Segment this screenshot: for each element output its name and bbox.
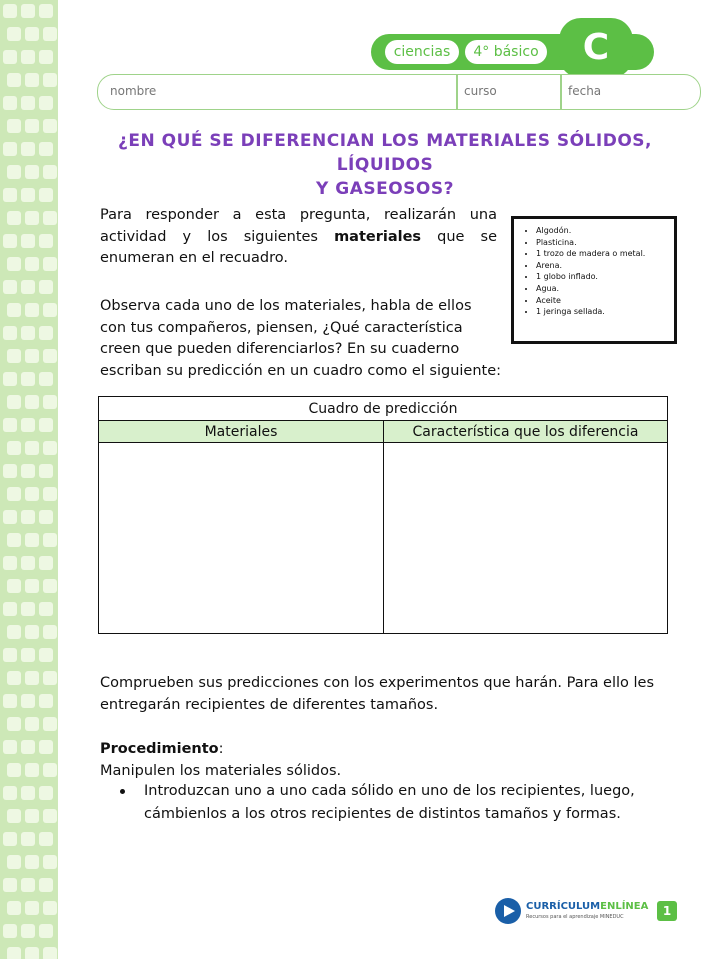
observe-line: creen que pueden diferenciarlos? En su cuaderno (100, 341, 460, 357)
strip-square (7, 901, 21, 915)
strip-square (25, 947, 39, 959)
strip-square (25, 119, 39, 133)
strip-square (43, 671, 57, 685)
intro-paragraph (100, 205, 497, 270)
play-logo-icon (494, 897, 522, 925)
strip-square (21, 510, 35, 524)
strip-square (43, 27, 57, 41)
strip-square (25, 395, 39, 409)
strip-square (25, 855, 39, 869)
strip-square (25, 579, 39, 593)
material-item: • 1 trozo de madera o metal. (536, 248, 674, 260)
strip-square (25, 303, 39, 317)
strip-square (3, 740, 17, 754)
intro-bold: materiales (334, 228, 422, 245)
materials-box (511, 216, 677, 344)
worksheet-title (90, 129, 680, 201)
grade-pill: 4° básico (465, 40, 547, 64)
strip-square (3, 234, 17, 248)
strip-square (7, 395, 21, 409)
check-line: entregarán recipientes de diferentes tamaños. (100, 696, 439, 713)
strip-square (7, 73, 21, 87)
strip-square (25, 349, 39, 363)
strip-square (21, 280, 35, 294)
strip-square (21, 372, 35, 386)
strip-square (43, 303, 57, 317)
logo-text-b: ENLÍNEA (600, 901, 649, 912)
student-info-bar (97, 74, 701, 110)
strip-square (43, 73, 57, 87)
strip-square (7, 717, 21, 731)
strip-square (25, 763, 39, 777)
strip-square (39, 50, 53, 64)
strip-square (25, 671, 39, 685)
material-item: • 1 jeringa sellada. (536, 306, 674, 318)
strip-square (43, 717, 57, 731)
strip-square (39, 326, 53, 340)
material-item: • Aceite (536, 295, 674, 307)
strip-square (39, 648, 53, 662)
check-paragraph (100, 673, 680, 716)
material-item: • 1 globo inflado. (536, 271, 674, 283)
strip-square (25, 257, 39, 271)
strip-square (21, 142, 35, 156)
strip-square (3, 4, 17, 18)
strip-square (7, 533, 21, 547)
logo-text-a: CURRÍCULUM (526, 901, 601, 912)
strip-square (39, 4, 53, 18)
strip-square (43, 349, 57, 363)
strip-square (21, 694, 35, 708)
strip-square (43, 165, 57, 179)
strip-square (3, 464, 17, 478)
strip-square (21, 464, 35, 478)
strip-square (3, 648, 17, 662)
strip-square (3, 924, 17, 938)
strip-square (39, 556, 53, 570)
strip-square (43, 211, 57, 225)
decorative-side-strip (0, 0, 58, 959)
strip-square (39, 188, 53, 202)
observe-line: Observa cada uno de los materiales, habla de ellos (100, 298, 472, 314)
strip-square (21, 786, 35, 800)
strip-square (21, 4, 35, 18)
strip-square (7, 809, 21, 823)
strip-square (25, 73, 39, 87)
materials-answer-cell[interactable] (99, 443, 384, 634)
strip-square (3, 280, 17, 294)
strip-square (7, 855, 21, 869)
strip-square (43, 901, 57, 915)
strip-square (21, 418, 35, 432)
strip-square (43, 487, 57, 501)
strip-square (39, 602, 53, 616)
strip-square (7, 165, 21, 179)
column-header-characteristic: Característica que los diferencia (384, 421, 668, 443)
strip-square (25, 625, 39, 639)
column-header-materials: Materiales (99, 421, 384, 443)
strip-square (3, 556, 17, 570)
strip-square (7, 947, 21, 959)
strip-square (21, 234, 35, 248)
strip-square (43, 809, 57, 823)
strip-square (21, 648, 35, 662)
strip-square (39, 694, 53, 708)
strip-square (21, 602, 35, 616)
strip-square (3, 50, 17, 64)
material-item: • Plasticina. (536, 237, 674, 249)
strip-square (43, 119, 57, 133)
material-item: • Arena. (536, 260, 674, 272)
subject-header (371, 28, 654, 74)
procedure-step: Manipulen los materiales sólidos. (100, 762, 342, 779)
strip-square (21, 924, 35, 938)
subject-letter: C (559, 18, 633, 78)
strip-square (43, 579, 57, 593)
strip-square (21, 50, 35, 64)
title-line: ¿EN QUÉ SE DIFERENCIAN LOS MATERIALES SÓLIDOS, LÍQUIDOS (118, 131, 652, 175)
strip-square (3, 878, 17, 892)
strip-square (21, 832, 35, 846)
strip-square (7, 487, 21, 501)
procedure-bullet (116, 780, 656, 826)
strip-square (3, 188, 17, 202)
divider (560, 75, 562, 109)
strip-square (7, 349, 21, 363)
strip-square (43, 257, 57, 271)
strip-square (7, 441, 21, 455)
strip-square (3, 510, 17, 524)
strip-square (3, 694, 17, 708)
strip-square (3, 142, 17, 156)
material-item: • Agua. (536, 283, 674, 295)
strip-square (39, 372, 53, 386)
procedure-colon: : (218, 741, 224, 757)
table-caption: Cuadro de predicción (99, 397, 668, 421)
strip-square (21, 878, 35, 892)
strip-square (39, 418, 53, 432)
intro-text: Para responder a esta pregunta, realizarán una actividad y los siguientes (100, 207, 497, 245)
strip-square (39, 234, 53, 248)
material-item: • Algodón. (536, 225, 674, 237)
subject-pill: ciencias (385, 40, 459, 64)
procedure-section (100, 739, 660, 782)
strip-square (39, 878, 53, 892)
strip-square (43, 441, 57, 455)
strip-square (25, 165, 39, 179)
strip-square (39, 786, 53, 800)
strip-square (7, 119, 21, 133)
divider (456, 75, 458, 109)
strip-square (43, 763, 57, 777)
strip-square (25, 27, 39, 41)
strip-square (21, 740, 35, 754)
strip-square (25, 441, 39, 455)
course-label: curso (464, 84, 497, 98)
name-label: nombre (110, 84, 157, 98)
observe-line: con tus compañeros, piensen, ¿Qué característica (100, 319, 463, 336)
strip-square (25, 717, 39, 731)
strip-square (43, 625, 57, 639)
observe-line: escriban su predicción en un cuadro como el siguiente: (100, 362, 502, 379)
strip-square (25, 809, 39, 823)
strip-square (39, 280, 53, 294)
procedure-heading: Procedimiento (100, 741, 219, 757)
title-line: Y GASEOSOS? (316, 179, 454, 199)
strip-square (21, 188, 35, 202)
materials-list (514, 225, 674, 318)
page-number: 1 (657, 901, 677, 921)
strip-square (21, 326, 35, 340)
prediction-table (98, 396, 668, 634)
intro-text: que se enumeran en el recuadro. (100, 228, 497, 266)
strip-square (7, 763, 21, 777)
strip-square (7, 27, 21, 41)
bullet-dot (120, 789, 125, 794)
strip-square (39, 924, 53, 938)
strip-square (7, 303, 21, 317)
date-label: fecha (568, 84, 602, 98)
strip-square (7, 625, 21, 639)
strip-square (7, 211, 21, 225)
strip-square (7, 579, 21, 593)
strip-square (3, 326, 17, 340)
strip-square (21, 96, 35, 110)
strip-square (39, 510, 53, 524)
strip-square (39, 832, 53, 846)
strip-square (3, 372, 17, 386)
strip-square (43, 855, 57, 869)
strip-square (39, 464, 53, 478)
strip-square (25, 533, 39, 547)
observe-paragraph (100, 296, 510, 382)
strip-square (25, 901, 39, 915)
strip-square (7, 257, 21, 271)
strip-square (43, 533, 57, 547)
strip-square (39, 740, 53, 754)
strip-square (3, 786, 17, 800)
strip-square (25, 211, 39, 225)
bullet-line: cámbienlos a los otros recipientes de distintos tamaños y formas. (144, 806, 621, 822)
bullet-line: Introduzcan uno a uno cada sólido en uno de los recipientes, luego, (144, 783, 635, 799)
logo-subtitle: Recursos para el aprendizaje MINEDUC (526, 914, 624, 920)
strip-square (43, 947, 57, 959)
strip-square (21, 556, 35, 570)
strip-square (39, 142, 53, 156)
check-line: Comprueben sus predicciones con los experimentos que harán. Para ello les (100, 675, 655, 691)
curriculum-logo (494, 897, 684, 927)
strip-square (43, 395, 57, 409)
strip-square (7, 671, 21, 685)
strip-square (3, 602, 17, 616)
strip-square (3, 96, 17, 110)
characteristic-answer-cell[interactable] (384, 443, 668, 634)
strip-square (39, 96, 53, 110)
strip-square (3, 418, 17, 432)
strip-square (3, 832, 17, 846)
strip-square (25, 487, 39, 501)
